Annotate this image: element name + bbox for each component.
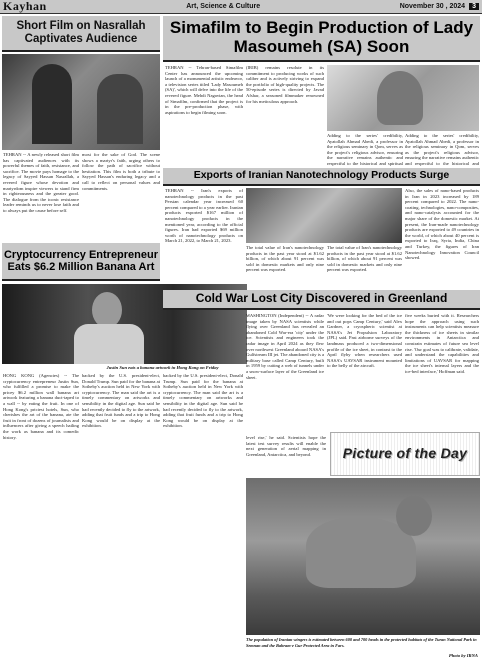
- section-title: Art, Science & Culture: [186, 3, 261, 10]
- crypto-heading-band: [2, 243, 160, 281]
- photo-figure-2: [97, 74, 143, 144]
- photo-body: [74, 324, 144, 364]
- crypto-body: HONG KONG (Agencies) -- The cryptocurrency entrepreneur Justin Sun, who fulfilled a promise to make the pricey $6.2 million wall banana art artwork featuring a banana duct-taped to a wall -- by eating the fruit. In one of Hong Kong's priciest hotels, Sun, who cherishes the art of the banana, ate the fruit in front of dozens of journalists and influencers after giving a speech hailing the work as banana and its comedic history.: [3, 373, 79, 440]
- issue-date: [400, 3, 479, 10]
- photo-animal-head: [396, 496, 432, 536]
- exports-col-2: The total value of Iran's nanotechnology products in the past year stood at $1.62 billion, of which about 91 percent was sold in domestic markets and only nine percent was exported.: [246, 245, 324, 273]
- exports-headline: Exports of Iranian Nanotechnology Products Surge: [193, 169, 450, 182]
- photo-shrine: [377, 71, 423, 125]
- simafilm-photo: [327, 65, 479, 131]
- short-film-headline: Short Film on Nasrallah Captivates Audience: [16, 20, 146, 45]
- simafilm-col-4: Adding to the series' credibility, Ayatollah Ahmad Abedi, a professor in the religious seminary in Qom, serves as the project's religious advisor, ensuring the narrative remains authentic and respectful to the historical and: [405, 133, 479, 166]
- photo-credit: Photo by IRNA: [448, 653, 478, 658]
- short-film-body: TEHRAN -- A newly released short film has captivated audiences with its powerful themes of faith, resistance, and sacrifice. The movie pays homage to the legacy of Sayyed Hassan Nasrallah, a revered figure whose devotion and martyrdom inspire viewers to stand firm in righteousness and the greater good. The dialogue from the iconic resistance leader reminds us to never lose faith and to always put the cause before self.: [3, 152, 79, 213]
- crypto-headline: Cryptocurrency Entrepreneur Eats $6.2 Million Banana Art: [3, 248, 159, 273]
- simafilm-col-2: (IRIB) remains resolute in its commitment to producing works of such caliber and is actively striving to expand the portfolio of high-quality projects. The 50-episode series is directed by Javad Afshar, a seasoned filmmaker renowned for his meticulous approach.: [246, 65, 324, 104]
- short-film-body-cont: most for the sake of God. The scene shows a martyr's faith, urging others to follow the path of sacrifice without hesitation. This film is both a tribute to Sayyed Hassan's enduring legacy and a call to reflect on personal values and commitments.: [82, 152, 160, 191]
- wildlife-photo: [246, 478, 480, 635]
- banana-caption: Justin Sun eats a banana artwork in Hong Kong on Friday: [106, 365, 219, 370]
- greenland-col-2: 'We were looking for the bed of the ice and out pops Camp Century,' said Alex Gardner, a cryospheric scientist at NASA's Jet Propulsion Laboratory (JPL) said. Past airborne surveys of the landmass produced a two-dimensional profile of the ice sheet, in contrast to the April flyby when researchers used NASA's UAVSAR instrument mounted to the belly of the aircraft.: [327, 313, 402, 369]
- page-number: 3: [469, 3, 479, 10]
- simafilm-col-3: Adding to the series' credibility, Ayatollah Ahmad Abedi, a professor in the religious seminary in Qom, serves as the project's religious advisor, ensuring the narrative remains authentic and respectful to the historical and spiritual: [327, 133, 403, 166]
- greenland-col-3: five weeks buried with it. Researchers hope the approach using such instruments can help scientists measure the thickness of ice sheets in similar environments in Antarctica and constrain estimates of future sea level rise. 'Our goal was to calibrate, validate, and understand the capabilities and limitations of UAVSAR for mapping the ice sheet's internal layers and the ice-bed interface,' Hoffman said.: [405, 313, 479, 374]
- photo-figure: [32, 64, 72, 144]
- greenland-col-4: level rise,' he said. Scientists hope the latest test survey results will enable the next generation of aerial mapping in Greenland, Antarctica, and beyond.: [246, 435, 326, 457]
- simafilm-headline: Simafilm to Begin Production of Lady Masoumeh (SA) Soon: [169, 18, 474, 56]
- nanotech-photo: [246, 188, 402, 243]
- newspaper-logo: Kayhan: [3, 0, 47, 13]
- wildlife-caption: The population of Iranian wingers is estimated between 600 and 700 heads in the protected habitats of the Turan National Park in Semnan and the Bahram-e Gur Protected Area in Fars.: [246, 637, 477, 648]
- greenland-col-1: WASHINGTON (Independent) -- A radar image taken by NASA scientists while flying over Greenland has revealed an abandoned Cold War-era 'city' under the ice. Scientists and engineers took the radar image in April 2024 as they flew over northwest Greenland aboard NASA's Gulfstream III jet. The abandoned city is a military base called Camp Century, built in 1959 by cutting a web of tunnels under a snow-surface layer of the Greenland ice sheet.: [246, 313, 324, 380]
- issue-date-text: November 30 , 2024: [399, 3, 466, 10]
- picture-of-day-label: Picture of the Day: [342, 445, 468, 462]
- exports-col-1: TEHRAN -- Iran's exports of nanotechnology products in the past Persian calendar year increased 60 percent compared to a year earlier. Iranian products exported $167 million of nanotechnology products in the mentioned year, according to the official figures. Iran had exported $69 million worth of nanotechnology products on March 21, 2022, to March 21, 2023.: [165, 188, 243, 244]
- simafilm-heading-band: [163, 16, 480, 62]
- masthead: [0, 0, 482, 14]
- exports-heading-band: [163, 168, 480, 186]
- exports-col-2b: The total value of Iran's nanotechnology products in the past year stood at $1.62 billion, of which about 91 percent was sold in domestic markets and only nine percent was exported.: [327, 245, 402, 273]
- exports-col-3: Also, the sales of nano-based products in Iran in 2023 increased by 189 percent compared to 2022. The nano-coating, technologies, nano-composites, and nano-catalysts accounted for the major share of the domestic market. At present, the Iran-made nanotechnology products are exported to 49 countries in the world, of which about 40 percent is exported to Iraq, Syria, India, China and Turkey, the figures of Iran Nanotechnology Innovation Council showed.: [405, 188, 479, 261]
- short-film-heading-band: [2, 16, 160, 52]
- picture-of-day-banner: [330, 432, 480, 476]
- greenland-heading-band: [163, 290, 480, 310]
- greenland-headline: Cold War Lost City Discovered in Greenland: [195, 291, 448, 306]
- crypto-body-cont-2: backed by the U.S. president-elect, Donald Trump. Sun paid for the banana at Sotheby's auction held in New York with cryptocurrency. The man said the art is a timely commentary on artworks and sensibility in the digital age. Sun said he had recently decided to fly to the artwork, adding that fruit funds and a trip to Hong Kong would be on display at the exhibition.: [163, 373, 243, 429]
- photo-face: [92, 292, 122, 328]
- crypto-body-cont: backed by the U.S. president-elect, Donald Trump. Sun paid for the banana at Sotheby's auction held in New York with cryptocurrency. The man said the art is a timely commentary on artworks and sensibility in the digital age. Sun said he had recently decided to fly to the artwork, adding that fruit funds and a trip to Hong Kong would be on display at the exhibition.: [82, 373, 160, 429]
- simafilm-col-1: TEHRAN -- Tehran-based Simafilm Center has announced the upcoming launch of a monumental artistic endeavor, a television series titled 'Lady Masoumeh (SA)', which will delve into the life of the revered figure. Mehdi Nagavian, the head of Simafilm, confirmed that the project is in the pre-production phase, with aspirations to begin filming soon.: [165, 65, 243, 115]
- short-film-photo: [2, 54, 160, 150]
